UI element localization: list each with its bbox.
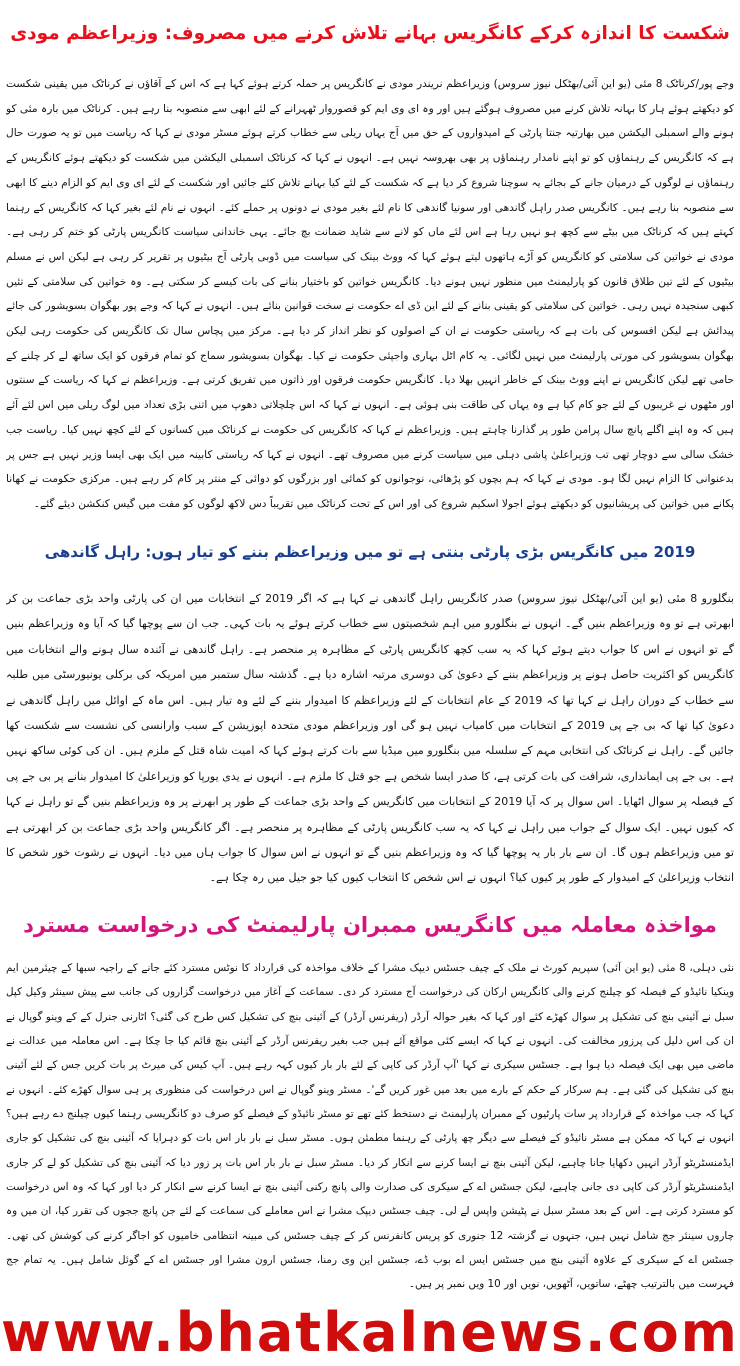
second-headline: 2019 میں کانگریس بڑی پارٹی بنتی ہے تو میں وزیراعظم بننے کو تیار ہوں: راہل گاندھی — [44, 543, 696, 561]
website-footer[interactable]: www.bhatkalnews.com — [1, 1301, 739, 1364]
article-modi: وجے پور/کرناٹک 8 مئی (یو این آئی/بھٹکل نیوز سروس) وزیراعظم نریندر مودی نے کانگریس پر حملہ کرتے ہوئے کہا ہے کہ اس کے آقاؤں نے کرناٹک میں یقینی شکست کو دیکھتے ہوئے ہار کا بہانہ تلاش کرنے میں مصروف ہوگئے ہیں اور وہ ای وی ایم کو قصوروار ٹھہرانے کے لئے ابھی سے منصوبہ بنا رہے ہیں۔ کرناٹک میں بارہ مئی کو ہونے والے اسمبلی الیکشن میں بھارتیہ جنتا پارٹی کے امیدواروں کے حق میں آج یہاں ریلی سے خطاب کرتے ہوئے مسٹر مودی نے کہا کہ ریاست میں تو یہ صورت حال ہے کہ کانگریس کے رہنماؤں کو تو اپنے نامدار رہنماؤں پر بھی بھروسہ نہیں ہے۔ انہوں نے کہا کہ کرناٹک اسمبلی الیکشن میں شکست کو دیکھتے ہوئے کانگریس کے رہنماؤں نے لوگوں کے درمیان جانے کے بجائے یہ سوچنا شروع کر دیا ہے کہ شکست کے لئے کیا بہانے تلاش کئے جائیں اور شکست کے لئے ای وی ایم کو الزام دینے کا ابھی سے منصوبہ بنا رہے ہیں۔ کانگریس صدر راہل گاندھی اور سونیا گاندھی کا نام لئے بغیر مودی نے دونوں پر حملے کئے۔ انہوں نے نام لئے بغیر کہا کہ کانگریس کے رہنما کہتے ہیں کہ کرناٹک میں بیٹے سے کچھ ہو نہیں رہا ہے اس لئے ماں کو لانے سے شاید ضمانت بچ جائے۔ یہی خاندانی سیاست کانگریس پارٹی کو ختم کر رہی ہے۔ مودی نے خواتین کی سلامتی کو کانگریس کو آڑے ہاتھوں لیتے ہوئے کہا کہ ووٹ بینک کی سیاست میں ڈوبی پارٹی آج بیٹیوں پر تقریر کر رہی ہے لیکن اس نے مسلم بیٹیوں کے لئے تین طلاق قانون کو پارلیمنٹ میں منظور نہیں ہونے دیا۔ کانگریس خواتین کو باختیار بنانے کی بات کیسے کر سکتی ہے۔ وہ خواتین کی سلامتی کے تئیں کبھی سنجیدہ نہیں رہی۔ خواتین کی سلامتی کو یقینی بنانے کے لئے این ڈی اے حکومت نے سخت قوانین بنائے ہیں۔ انہوں نے کہا کہ وجے پور بھگوان بسویشور کی جائے پیدائش ہے لیکن افسوس کی بات ہے کہ ریاستی حکومت نے ان کے اصولوں کو نظر انداز کر دیا ہے۔ مرکز میں پچاس سال تک کانگریس کی حکومت رہی لیکن بھگوان بسویشور کی مورتی پارلیمنٹ میں نہیں لگائی۔ یہ کام اٹل بہاری واجپئی حکومت نے کیا۔ بھگوان بسویشور سماج کو تمام فرقوں کو ایک ساتھ لے کر چلنے کے حامی تھے لیکن کانگریس نے اپنے ووٹ بینک کے خاطر انہیں بھلا دیا۔ کانگریس حکومت فرقوں اور ذاتوں میں تفریق کرتی ہے۔ وزیراعظم نے کہا کہ ریاست کے سنتوں اور مٹھوں نے غریبوں کے لئے جو کام کیا ہے وہ یہاں کی طاقت بنی ہوئی ہے۔ انہوں نے کہا کہ اس چلچلاتی دھوپ میں اتنی بڑی تعداد میں لوگ ریلی میں اس لئے آئے ہیں کہ وہ اپنے اگلے پانچ سال پرامن طور پر گذارنا چاہتے ہیں۔ وزیراعظم نے کہا کہ کانگریس کی حکومت نے کرناٹک میں کسانوں کے لئے کچھ نہیں کیا۔ ریاست جب خشک سالی سے دوچار تھی تب وزیراعلیٰ پاشی دہلی میں سیاست کرنے میں مصروف تھے۔ انہوں نے کہا کہ ریاستی کابینہ میں ایک بھی ایسا وزیر نہیں ہے جس پر بدعنوانی کا الزام نہیں لگا ہو۔ مودی نے کہا کہ ہم بچوں کو پڑھائی، نوجوانوں کو کمائی اور بزرگوں کو دوائی کے منتر پر کام کر رہے ہیں۔ مرکزی حکومت نے کھانا پکانے میں خواتین کی پریشانیوں کو دیکھتے ہوئے اجولا اسکیم شروع کی اور اس کے تحت کرناٹک میں تقریباً دس لاکھ لوگوں کو مفت میں گیس کنکشن دیئے گئے۔ — [6, 78, 734, 510]
third-headline: مواخذہ معاملہ میں کانگریس ممبران پارلیمنٹ کی درخواست مسترد — [23, 913, 717, 937]
article-impeachment: نئی دہلی، 8 مئی (یو این آئی) سپریم کورٹ نے ملک کے چیف جسٹس دیپک مشرا کے خلاف مواخذہ کی قرارداد کا نوٹس مسترد کئے جانے کے راجیہ سبھا کے چیئرمین ایم وینکیا نائیڈو کے فیصلہ کو چیلنج کرنے والی کانگریس ارکان کی درخواست آج مسترد کر دی۔ سماعت کے آغاز میں درخواست گزاروں کی جانب سے پیش سینئر وکیل کپل سبل نے آئینی بنچ کی تشکیل پر سوال کھڑے کئے اور کہا کہ بغیر حوالہ آرڈر (ریفرنس آرڈر) کے آئینی بنچ کی تشکیل کس طرح کی گئی؟ اٹارنی جنرل کے کے وینو گوپال نے ان کی اس دلیل کی پرزور مخالفت کی۔ انہوں نے کہا کہ ایسے کئی مواقع آئے ہیں جب بغیر ریفرنس آرڈر کے آئینی بنچ قائم کیا جا چکا ہے۔ اس معاملہ میں عدالت نے ماضی میں بھی ایک فیصلہ دیا ہوا ہے۔ جسٹس سیکری نے کہا 'آپ آرڈر کی کاپی کے لئے بار بار کیوں کہہ رہے ہیں۔ آپ کیس کی میرٹ پر بات کریں جس کے لئے آئینی بنچ کی تشکیل کی گئی ہے۔ ہم سرکار کے حکم کے بارے میں بعد میں غور کریں گے'۔ مسٹر وینو گوپال نے اس درخواست کی منظوری پر ہی سوال کھڑے کئے۔ انہوں نے کہا کہ جب مواخذہ کے قرارداد پر سات پارٹیوں کے ممبران پارلیمنٹ نے دستخط کئے تھے تو مسٹر نائیڈو کے فیصلے کو صرف دو کانگریسی رہنما کیوں چیلنج دے رہے ہیں؟ انہوں نے کہا کہ ممکن ہے مسٹر نائیڈو کے فیصلے سے دیگر چھ پارٹی کے رہنما مطمئن ہوں۔ مسٹر سبل نے بار بار اس بات کو دہرایا کہ آئینی بنچ کی تشکیل کو جاری ایڈمنسٹریٹو آرڈر انہیں دکھایا جانا چاہیے، لیکن آئینی بنچ نے ایسا کرنے سے انکار کر دیا۔ مسٹر سبل نے بار بار اس بات پر زور دیا کہ آئینی بنچ کی تشکیل کو لے کر جاری ایڈمنسٹریٹو آرڈر کی کاپی دی جانی چاہیے، لیکن جسٹس اے کے سیکری کی صدارت والی پانچ رکنی آئینی بنچ نے ایسا کرنے سے انکار کر دیا اور کہا کہ وہ اس درخواست کو مسترد کرتی ہے۔ اس کے بعد مسٹر سبل نے پٹیشن واپس لے لی۔ چیف جسٹس دیپک مشرا نے اس معاملے کی سماعت کے لئے جن پانچ ججوں کی تقرر کیا، ان میں وہ چاروں سینئر جج شامل نہیں ہیں، جنہوں نے گزشتہ 12 جنوری کو پریس کانفرنس کر کے چیف جسٹس کی مبینہ انتظامی خامیوں کو اجاگر کرنے کی کوشش کی تھی۔ جسٹس اے کے سیکری کے علاوہ آئینی بنچ میں جسٹس ایس اے بوب ڈے، جسٹس این وی رمنا، جسٹس ارون مشرا اور جسٹس اے کے گوئل شامل ہیں۔ یہ تمام جج فہرست میں بالترتیب چھٹے، ساتویں، آٹھویں، نویں اور 10 ویں نمبر پر ہیں۔ — [6, 962, 734, 1291]
article-rahul: بنگلورو 8 مئی (یو این آئی/بھٹکل نیوز سروس) صدر کانگریس راہل گاندھی نے کہا ہے کہ اگر 2019 کے انتخابات میں ان کی پارٹی واحد بڑی جماعت بن کر ابھرتی ہے تو وہ وزیراعظم بنیں گے۔ انہوں نے بنگلورو میں اہم شخصیتوں سے خطاب کرتے ہوئے یہ بات کہی۔ جب ان سے پوچھا گیا کہ آیا وہ وزیراعظم بنیں گے تو انہوں نے اس کا جواب دیتے ہوئے کہا کہ یہ سب کچھ کانگریس پارٹی کے مظاہرہ پر منحصر ہے۔ راہل گاندھی نے آئندہ سال ہونے والے انتخابات میں کانگریس کو اکثریت حاصل ہونے پر وزیراعظم بننے کے دعویٰ کی دوسری مرتبہ اشارہ دیا ہے۔ گذشتہ سال ستمبر میں امریکہ کی برکلی یونیورسٹی میں طلبہ سے خطاب کے دوران راہل نے کہا تھا کہ 2019 کے عام انتخابات کے لئے وزیراعظم کا امیدوار بننے کے لئے وہ تیار ہیں۔ اس ماہ کے اوائل میں راہل گاندھی نے دعویٰ کیا تھا کہ بی جے پی 2019 کے انتخابات میں کامیاب نہیں ہو گی اور وزیراعظم مودی متحدہ اپوزیشن کے سبب وارانسی کی نشست سے شکست کھا جائیں گے۔ راہل نے کرناٹک کی انتخابی مہم کے سلسلہ میں بنگلورو میں میڈیا سے بات کرتے ہوئے کہا کہ امیت شاہ قتل کے ملزم ہیں۔ ان کی کوئی ساکھ نہیں ہے۔ بی جے پی ایمانداری، شرافت کی بات کرتی ہے، کا صدر ایسا شخص ہے جو قتل کا ملزم ہے۔ انہوں نے یدی یورپا کو وزیراعلیٰ کا امیدوار بنانے پر بی جے پی کے فیصلہ پر سوال اٹھایا۔ اس سوال پر کہ آیا 2019 کے انتخابات میں کانگریس کے واحد بڑی جماعت کے طور پر ابھرنے پر وہ وزیراعظم بنیں گے تو راہل نے کہا کہ کیوں نہیں۔ ایک سوال کے جواب میں راہل نے کہا کہ یہ سب کانگریس پارٹی کے مظاہرہ پر منحصر ہے۔ اگر کانگریس واحد بڑی جماعت بن کر ابھرتی ہے تو میں وزیراعظم ہوں گا۔ ان سے بار بار یہ پوچھا گیا کہ وہ وزیراعظم بنیں گے تو انہوں نے اس سوال کا جواب ہاں میں دیا۔ انہوں نے رشوت خور شخص کا انتخاب وزیراعلیٰ کے امیدوار کے طور پر کیوں کیا؟ انہوں نے اس شخص کا انتخاب کیوں کیا جو جیل میں رہ چکا ہے۔ — [6, 592, 734, 885]
main-headline: شکست کا اندازہ کرکے کانگریس بہانے تلاش کرنے میں مصروف: وزیراعظم مودی — [10, 23, 730, 44]
